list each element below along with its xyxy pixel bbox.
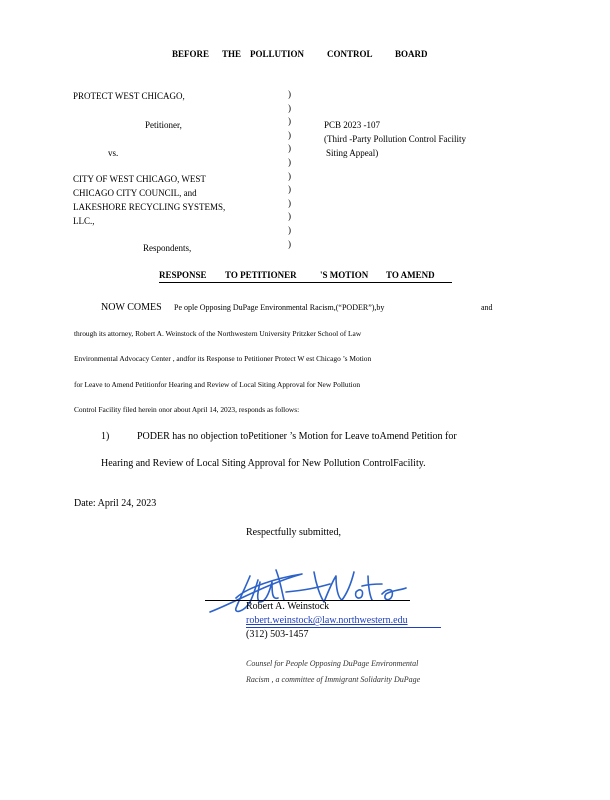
header-before: BEFORE	[172, 49, 210, 59]
item-line-1: PODER has no objection toPetitioner ’s Motion for Leave toAmend Petition for	[137, 431, 457, 442]
versus-label: vs.	[108, 148, 119, 158]
date-line: Date: April 24, 2023	[74, 498, 157, 509]
case-number: PCB 2023 -107	[324, 120, 381, 130]
body-now-comes: NOW COMES	[101, 302, 162, 313]
counsel-line-1: Counsel for People Opposing DuPage Environmental	[246, 659, 419, 668]
respondent-line-2: CHICAGO CITY COUNCIL, and	[73, 188, 197, 198]
header-pollution: POLLUTION	[250, 49, 305, 59]
signer-phone: (312) 503-1457	[246, 629, 309, 640]
case-type-line-1: (Third -Party Pollution Control Facility	[324, 134, 466, 144]
petitioner-name: PROTECT WEST CHICAGO,	[73, 91, 185, 101]
case-type-line-2: Siting Appeal)	[326, 148, 379, 158]
item-number: 1)	[101, 431, 110, 442]
respondent-line-4: LLC.,	[73, 216, 95, 226]
body-line-3: Environmental Advocacy Center , andfor its Response to Petitioner Protect W est Chicago ’s Motion	[74, 354, 372, 363]
closing-line: Respectfully submitted,	[246, 527, 341, 538]
body-line-4: for Leave to Amend Petitionfor Hearing and Review of Local Siting Approval for New Pollution	[74, 380, 361, 389]
respondent-line-1: CITY OF WEST CHICAGO, WEST	[73, 174, 206, 184]
title-to-petitioner: TO PETITIONER	[225, 270, 297, 280]
body-line-1: Pe ople Opposing DuPage Environmental Racism,(“PODER”),by	[174, 303, 385, 312]
body-line-2: through its attorney, Robert A. Weinstock of the Northwestern University Pritzker School of Law	[74, 329, 362, 338]
counsel-line-2: Racism , a committee of Immigrant Solidarity DuPage	[246, 675, 421, 684]
caption-parentheses: ) ) ) ) ) ) ) ) ) ) ) )	[288, 89, 291, 249]
respondent-label: Respondents,	[143, 243, 192, 253]
title-underline	[159, 282, 452, 283]
header-the: THE	[222, 49, 242, 59]
title-to-amend: TO AMEND	[386, 270, 435, 280]
body-line-1-end: and	[481, 303, 493, 312]
petitioner-label: Petitioner,	[145, 120, 182, 130]
signer-name: Robert A. Weinstock	[246, 601, 330, 612]
title-motion: 'S MOTION	[320, 270, 369, 280]
title-response: RESPONSE	[159, 270, 207, 280]
header-control: CONTROL	[327, 49, 373, 59]
email-underline	[246, 627, 441, 628]
body-line-5: Control Facility filed herein onor about April 14, 2023, responds as follows:	[74, 405, 300, 414]
item-line-2: Hearing and Review of Local Siting Approval for New Pollution ControlFacility.	[101, 458, 426, 469]
respondent-line-3: LAKESHORE RECYCLING SYSTEMS,	[73, 202, 226, 212]
signer-email-link[interactable]: robert.weinstock@law.northwestern.edu	[246, 615, 408, 626]
header-board: BOARD	[395, 49, 428, 59]
